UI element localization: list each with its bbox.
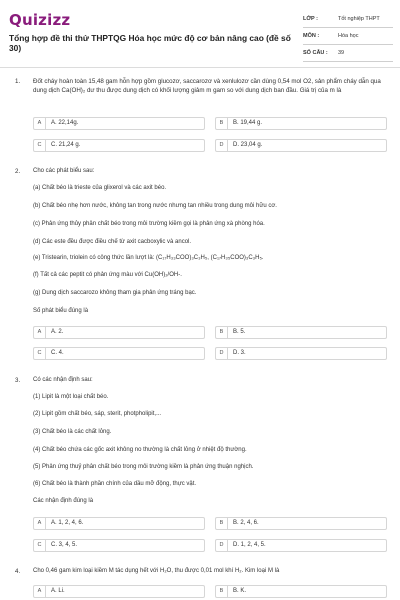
statement-b: (b) Chất béo nhẹ hơn nước, không tan trong nước nhưng tan nhiều trong dung môi hữu cơ. bbox=[33, 203, 277, 209]
statement-a: (a) Chất béo là trieste của glixerol và các axit béo. bbox=[33, 185, 167, 191]
option-letter: B bbox=[216, 327, 228, 338]
question-text: Cho các phát biểu sau: bbox=[33, 168, 95, 174]
option-letter: A bbox=[34, 118, 46, 129]
statement-4: (4) Chất béo chứa các gốc axit không no thường là chất lỏng ở nhiệt độ thường. bbox=[33, 447, 247, 453]
question-number: 4. bbox=[15, 568, 21, 575]
option-letter: A bbox=[34, 327, 46, 338]
statement-g: (g) Dung dịch saccarozo không tham gia phản ứng tráng bạc. bbox=[33, 290, 197, 296]
statement-2: (2) Lipit gồm chất béo, sáp, sterit, photpholipit,... bbox=[33, 411, 162, 417]
meta-table bbox=[303, 12, 393, 63]
option-letter: C bbox=[34, 348, 46, 359]
option-letter: B bbox=[216, 118, 228, 129]
question-number: 2. bbox=[15, 168, 21, 175]
option-text: A. 1, 2, 4, 6. bbox=[51, 520, 84, 526]
option-a[interactable] bbox=[33, 117, 205, 130]
statement-5: (5) Phản ứng thuỷ phân chất béo trong môi trường kiềm là phản ứng thuận nghịch. bbox=[33, 464, 254, 470]
meta-value: 39 bbox=[338, 50, 345, 56]
header-divider bbox=[0, 67, 400, 68]
meta-row-subject bbox=[303, 29, 393, 45]
option-b[interactable] bbox=[215, 326, 387, 339]
question-prompt: Các nhận định đúng là bbox=[33, 498, 94, 504]
option-text: A. 22,14g. bbox=[51, 120, 79, 126]
statement-e: (e) Tristearin, triolein có công thức lần lượt là: (C₁₇H₃₃COO)₃C₃H₅, (C₁₇H₃₅COO)₃C₃H₅. bbox=[33, 255, 264, 261]
meta-row-count bbox=[303, 46, 393, 62]
option-text: C. 3, 4, 5. bbox=[51, 542, 78, 548]
statement-1: (1) Lipit là một loại chất béo. bbox=[33, 394, 109, 400]
question-text: Đốt cháy hoàn toàn 15,48 gam hỗn hợp gồm glucozơ, saccarozơ và xenlulozơ cần dùng 0,54 mol O2, sản phẩm cháy dẫn qua dung dịch Ca(OH)₂ dư thu được dung dịch có khối lượng giảm m gam so với dung dịch ban đầu. Giá trị của m là bbox=[33, 78, 381, 94]
option-text: B. K. bbox=[233, 588, 247, 594]
option-letter: D bbox=[216, 140, 228, 151]
option-d[interactable] bbox=[215, 139, 387, 152]
option-text: B. 19,44 g. bbox=[233, 120, 263, 126]
document-title: Tổng hợp đề thi thử THPTQG Hóa học mức độ cơ bản nâng cao (đề số 30) bbox=[9, 33, 291, 53]
statement-6: (6) Chất béo là thành phần chính của dầu mỡ động, thực vật. bbox=[33, 481, 197, 487]
question-text: Cho 0,46 gam kim loại kiềm M tác dụng hết với H₂O, thu được 0,01 mol khí H₂. Kim loại M là bbox=[33, 568, 280, 574]
option-c[interactable] bbox=[33, 347, 205, 360]
option-letter: C bbox=[34, 140, 46, 151]
option-b[interactable] bbox=[215, 117, 387, 130]
option-text: A. Li. bbox=[51, 588, 65, 594]
option-b[interactable] bbox=[215, 517, 387, 530]
question-number: 3. bbox=[15, 377, 21, 384]
meta-label: LỚP : bbox=[303, 16, 318, 22]
option-text: A. 2. bbox=[51, 329, 64, 335]
page-header bbox=[0, 0, 400, 64]
option-c[interactable] bbox=[33, 539, 205, 552]
option-letter: D bbox=[216, 540, 228, 551]
option-text: D. 1, 2, 4, 5. bbox=[233, 542, 266, 548]
statement-3: (3) Chất béo là các chất lỏng. bbox=[33, 429, 112, 435]
option-text: B. 2, 4, 6. bbox=[233, 520, 259, 526]
question-text: Có các nhận định sau: bbox=[33, 377, 93, 383]
option-a[interactable] bbox=[33, 517, 205, 530]
statement-c: (c) Phản ứng thủy phân chất béo trong môi trường kiềm gọi là phản ứng xà phòng hóa. bbox=[33, 221, 265, 227]
question-number: 1. bbox=[15, 78, 21, 85]
option-b[interactable] bbox=[215, 585, 387, 598]
option-a[interactable] bbox=[33, 326, 205, 339]
option-text: C. 4. bbox=[51, 350, 64, 356]
option-a[interactable] bbox=[33, 585, 205, 598]
quizizz-logo: Quizizz bbox=[9, 11, 71, 29]
option-letter: C bbox=[34, 540, 46, 551]
option-d[interactable] bbox=[215, 539, 387, 552]
option-letter: B bbox=[216, 518, 228, 529]
option-c[interactable] bbox=[33, 139, 205, 152]
statement-d: (d) Các este đều được điều chế từ axit cacboxylic và ancol. bbox=[33, 239, 192, 245]
option-letter: A bbox=[34, 586, 46, 597]
statement-f: (f) Tất cả các peptit có phản ứng màu với Cu(OH)₂/OH-. bbox=[33, 272, 182, 278]
meta-value: Tốt nghiệp THPT bbox=[338, 16, 380, 22]
question-prompt: Số phát biểu đúng là bbox=[33, 308, 89, 314]
meta-label: SỐ CÂU : bbox=[303, 50, 328, 56]
option-text: B. 5. bbox=[233, 329, 246, 335]
meta-row-class bbox=[303, 12, 393, 28]
meta-value: Hóa học bbox=[338, 33, 359, 39]
option-letter: D bbox=[216, 348, 228, 359]
meta-label: MÔN : bbox=[303, 33, 320, 39]
option-letter: B bbox=[216, 586, 228, 597]
option-text: D. 3. bbox=[233, 350, 246, 356]
option-letter: A bbox=[34, 518, 46, 529]
option-d[interactable] bbox=[215, 347, 387, 360]
option-text: C. 21,24 g. bbox=[51, 142, 81, 148]
option-text: D. 23,04 g. bbox=[233, 142, 263, 148]
